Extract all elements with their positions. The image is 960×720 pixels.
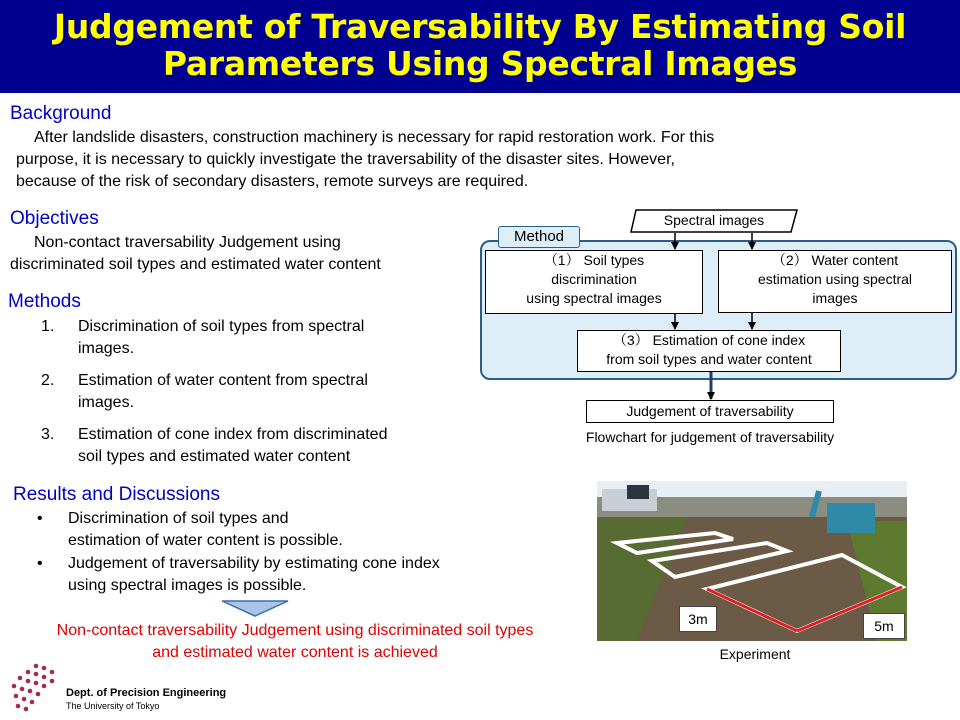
bullet-icon: • (37, 555, 43, 572)
results-item-line: Discrimination of soil types and (68, 510, 289, 527)
down-arrow-icon (220, 600, 290, 618)
methods-item-line: Estimation of cone index from discriminated (78, 426, 388, 443)
logo-dept-name: Dept. of Precision Engineering (66, 687, 227, 699)
results-heading: Results and Discussions (13, 484, 220, 505)
university-logo-icon (6, 660, 62, 714)
results-item-line: estimation of water content is possible. (68, 532, 343, 549)
soil-types-line: using spectral images (526, 290, 662, 306)
methods-item-number: 2. (41, 372, 55, 389)
logo-university-name: The University of Tokyo (66, 701, 160, 711)
methods-item (10, 370, 470, 414)
results-item-line: using spectral images is possible. (68, 577, 307, 594)
methods-item-line: Discrimination of soil types from spectral (78, 318, 365, 335)
page-title (0, 8, 960, 82)
spectral-images-label: Spectral images (663, 212, 765, 228)
experiment-photo (597, 481, 907, 641)
water-content-line: images (812, 290, 858, 306)
background-heading: Background (10, 103, 112, 124)
background-line-1: After landslide disasters, construction machinery is necessary for rapid restoration work. For this (34, 129, 715, 146)
conclusion-line-1: Non-contact traversability Judgement using discriminated soil types (56, 622, 534, 639)
methods-item (10, 424, 470, 468)
objectives-line-1 (34, 232, 341, 254)
methods-item-line: images. (78, 394, 135, 411)
objectives-non-contact: Non-contact (34, 234, 121, 251)
label-5m: 5m (863, 613, 905, 639)
objectives-heading: Objectives (10, 208, 99, 229)
methods-item-number: 3. (41, 426, 55, 443)
flowchart-arrows (480, 200, 960, 405)
cone-index-line: （3） Estimation of cone index (612, 332, 806, 348)
label-3m: 3m (679, 606, 717, 632)
conclusion-line-2: and estimated water content is achieved (152, 644, 438, 661)
methods-item (10, 316, 470, 360)
cone-index-line: from soil types and water content (606, 351, 812, 367)
methods-item-line: soil types and estimated water content (78, 448, 351, 465)
objectives-line-2: discriminated soil types and estimated water content (10, 256, 381, 273)
methods-list (10, 316, 470, 478)
methods-heading: Methods (8, 291, 81, 312)
title-line-1: Judgement of Traversability By Estimating Soil (53, 7, 907, 46)
objectives-line-1-rest: traversability Judgement using (120, 234, 341, 251)
soil-types-line: discrimination (551, 271, 637, 287)
background-line-3: because of the risk of secondary disasters, remote surveys are required. (16, 173, 529, 190)
results-item (10, 553, 530, 597)
results-item (10, 508, 530, 552)
water-content-line: （2） Water content (771, 252, 899, 268)
flowchart-caption: Flowchart for judgement of traversability (585, 429, 835, 445)
results-item-line: Judgement of traversability by estimating cone index (68, 555, 440, 572)
results-list (10, 508, 530, 598)
title-line-2: Parameters Using Spectral Images (162, 44, 798, 83)
soil-types-line: （1） Soil types (543, 252, 645, 268)
method-label: Method (498, 226, 580, 248)
bullet-icon: • (37, 510, 43, 527)
methods-item-line: images. (78, 340, 135, 357)
water-content-line: estimation using spectral (757, 271, 913, 287)
experiment-caption: Experiment (719, 646, 791, 662)
judgement-box: Judgement of traversability (586, 400, 834, 423)
background-line-2: purpose, it is necessary to quickly investigate the traversability of the disaster sites. However, (16, 151, 675, 168)
methods-item-line: Estimation of water content from spectral (78, 372, 368, 389)
methods-item-number: 1. (41, 318, 55, 335)
